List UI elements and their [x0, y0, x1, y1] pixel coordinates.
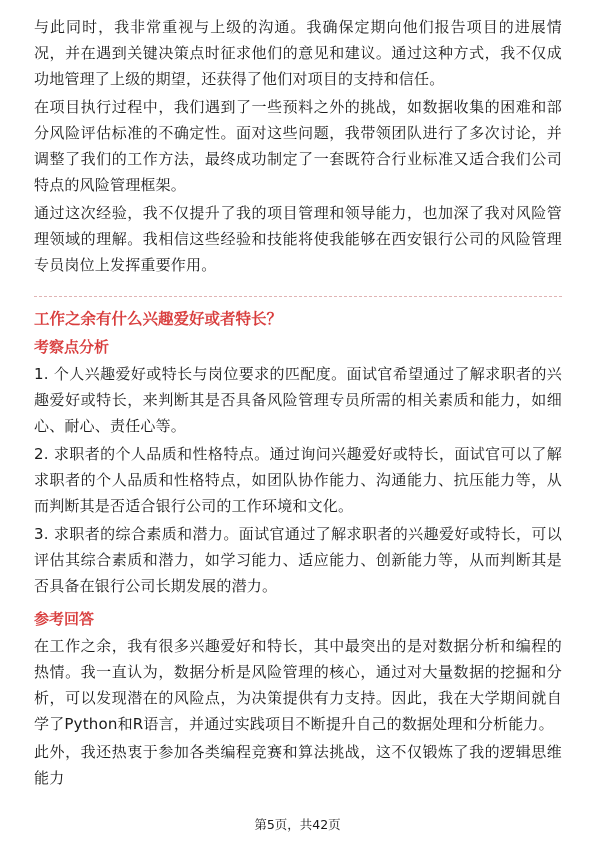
answer-paragraph: 在工作之余，我有很多兴趣爱好和特长，其中最突出的是对数据分析和编程的热情。我一直认为，数据分析是风险管理的核心，通过对大量数据的挖掘和分析，可以发现潜在的风险点，为决策提供有力支持。因此，我在大学期间就自学了Python和R语言，并通过实践项目不断提升自己的数据处理和分析能力。	[34, 637, 562, 733]
analysis-point: 3. 求职者的综合素质和潜力。面试官通过了解求职者的兴趣爱好或特长，可以评估其综合素质和潜力，如学习能力、适应能力、创新能力等，从而判断其是否具备在银行公司长期发展的潜力。	[34, 525, 562, 595]
question-title: 工作之余有什么兴趣爱好或者特长？	[34, 310, 283, 328]
analysis-point: 2. 求职者的个人品质和性格特点。通过询问兴趣爱好或特长，面试官可以了解求职者的个人品质和性格特点，如团队协作能力、沟通能力、抗压能力等，从而判断其是否适合银行公司的工作环境和文化。	[34, 445, 562, 515]
answer-heading: 参考回答	[34, 610, 95, 628]
section-divider	[34, 296, 562, 297]
answer-paragraph: 此外，我还热衷于参加各类编程竞赛和算法挑战，这不仅锻炼了我的逻辑思维能力	[34, 743, 562, 787]
page-number: 第5页，共42页	[254, 817, 341, 832]
analysis-point: 1. 个人兴趣爱好或特长与岗位要求的匹配度。面试官希望通过了解求职者的兴趣爱好或特长，来判断其是否具备风险管理专员所需的相关素质和能力，如细心、耐心、责任心等。	[34, 365, 562, 435]
document-page	[34, 14, 562, 793]
intro-paragraph: 与此同时，我非常重视与上级的沟通。我确保定期向他们报告项目的进展情况，并在遇到关键决策点时征求他们的意见和建议。通过这种方式，我不仅成功地管理了上级的期望，还获得了他们对项目的支持和信任。	[34, 18, 562, 88]
intro-paragraph: 在项目执行过程中，我们遇到了一些预料之外的挑战，如数据收集的困难和部分风险评估标准的不确定性。面对这些问题，我带领团队进行了多次讨论，并调整了我们的工作方法，最终成功制定了一套既符合行业标准又适合我们公司特点的风险管理框架。	[34, 98, 562, 194]
analysis-heading: 考察点分析	[34, 338, 110, 356]
intro-paragraph: 通过这次经验，我不仅提升了我的项目管理和领导能力，也加深了我对风险管理领域的理解。我相信这些经验和技能将使我能够在西安银行公司的风险管理专员岗位上发挥重要作用。	[34, 204, 562, 274]
